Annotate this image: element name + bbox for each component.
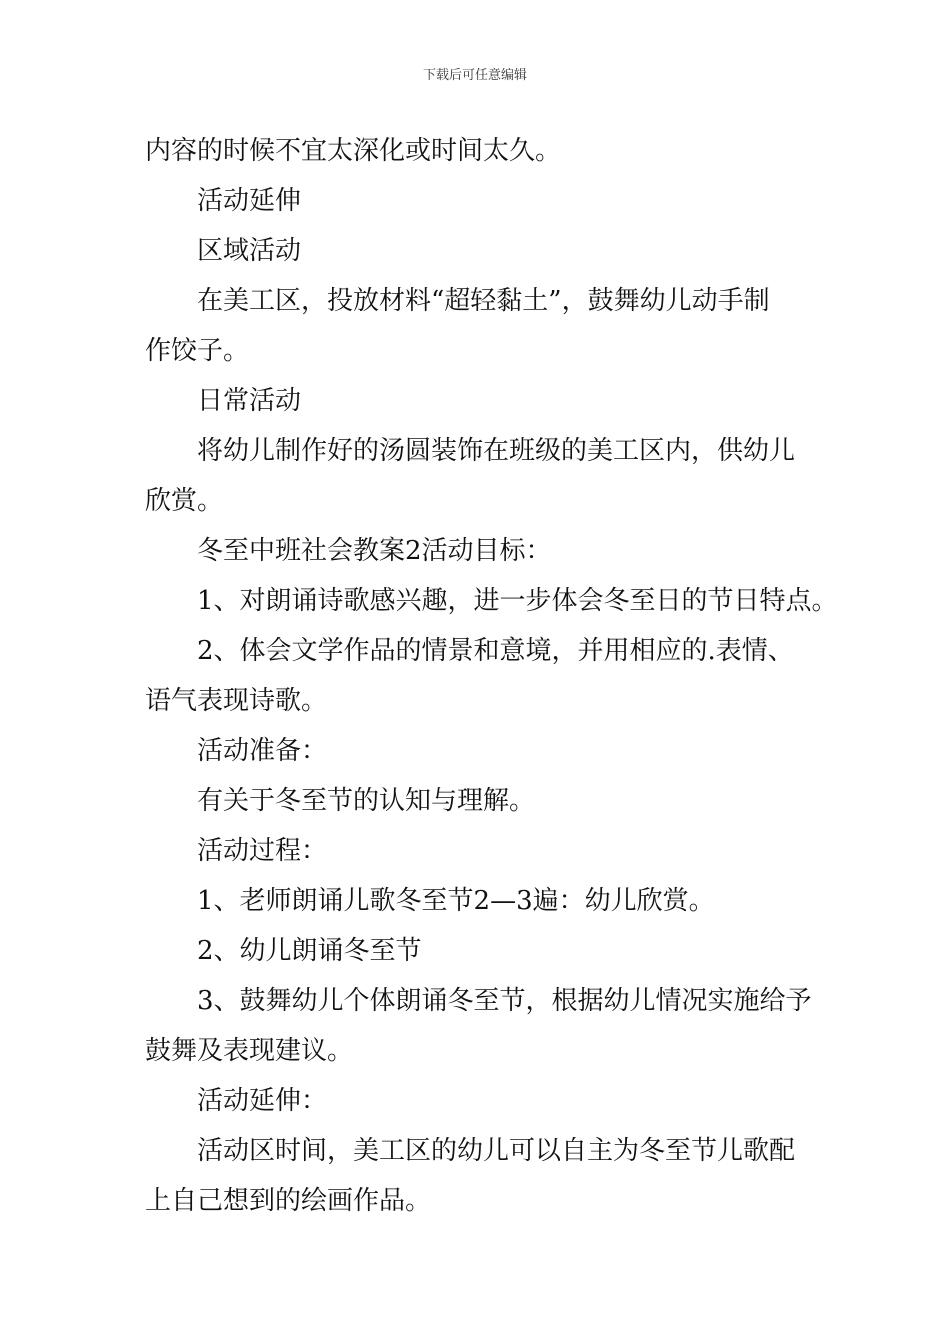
paragraph-line: 活动准备： xyxy=(197,736,328,766)
paragraph-line: 上自己想到的绘画作品。 xyxy=(145,1186,432,1216)
paragraph-line: 活动延伸： xyxy=(197,1086,328,1116)
paragraph-line: 区域活动 xyxy=(197,236,302,266)
paragraph-line: 1、老师朗诵儿歌冬至节2—3遍：幼儿欣赏。 xyxy=(197,886,715,916)
paragraph-line: 冬至中班社会教案2活动目标： xyxy=(197,536,552,566)
paragraph-line: 3、鼓舞幼儿个体朗诵冬至节，根据幼儿情况实施给予 xyxy=(197,986,812,1016)
paragraph-line: 1、对朗诵诗歌感兴趣，进一步体会冬至日的节日特点。 xyxy=(197,586,838,616)
paragraph-line: 鼓舞及表现建议。 xyxy=(145,1036,354,1066)
paragraph-line: 活动延伸 xyxy=(197,186,302,216)
paragraph-line: 将幼儿制作好的汤圆装饰在班级的美工区内，供幼儿 xyxy=(197,436,796,466)
paragraph-line: 作饺子。 xyxy=(145,336,250,366)
paragraph-line: 有关于冬至节的认知与理解。 xyxy=(197,786,536,816)
document-body xyxy=(145,126,838,1226)
paragraph-line: 欣赏。 xyxy=(145,486,224,516)
paragraph-line: 2、体会文学作品的情景和意境，并用相应的.表情、 xyxy=(197,636,794,666)
paragraph-line: 活动过程： xyxy=(197,836,328,866)
paragraph-line: 2、幼儿朗诵冬至节 xyxy=(197,936,422,966)
paragraph-line: 活动区时间，美工区的幼儿可以自主为冬至节儿歌配 xyxy=(197,1136,796,1166)
page-header: 下载后可任意编辑 xyxy=(422,68,527,83)
paragraph-line: 在美工区，投放材料“超轻黏土”，鼓舞幼儿动手制 xyxy=(197,286,770,316)
paragraph-line: 内容的时候不宜太深化或时间太久。 xyxy=(145,136,562,166)
paragraph-line: 日常活动 xyxy=(197,386,302,416)
paragraph-line: 语气表现诗歌。 xyxy=(145,686,328,716)
